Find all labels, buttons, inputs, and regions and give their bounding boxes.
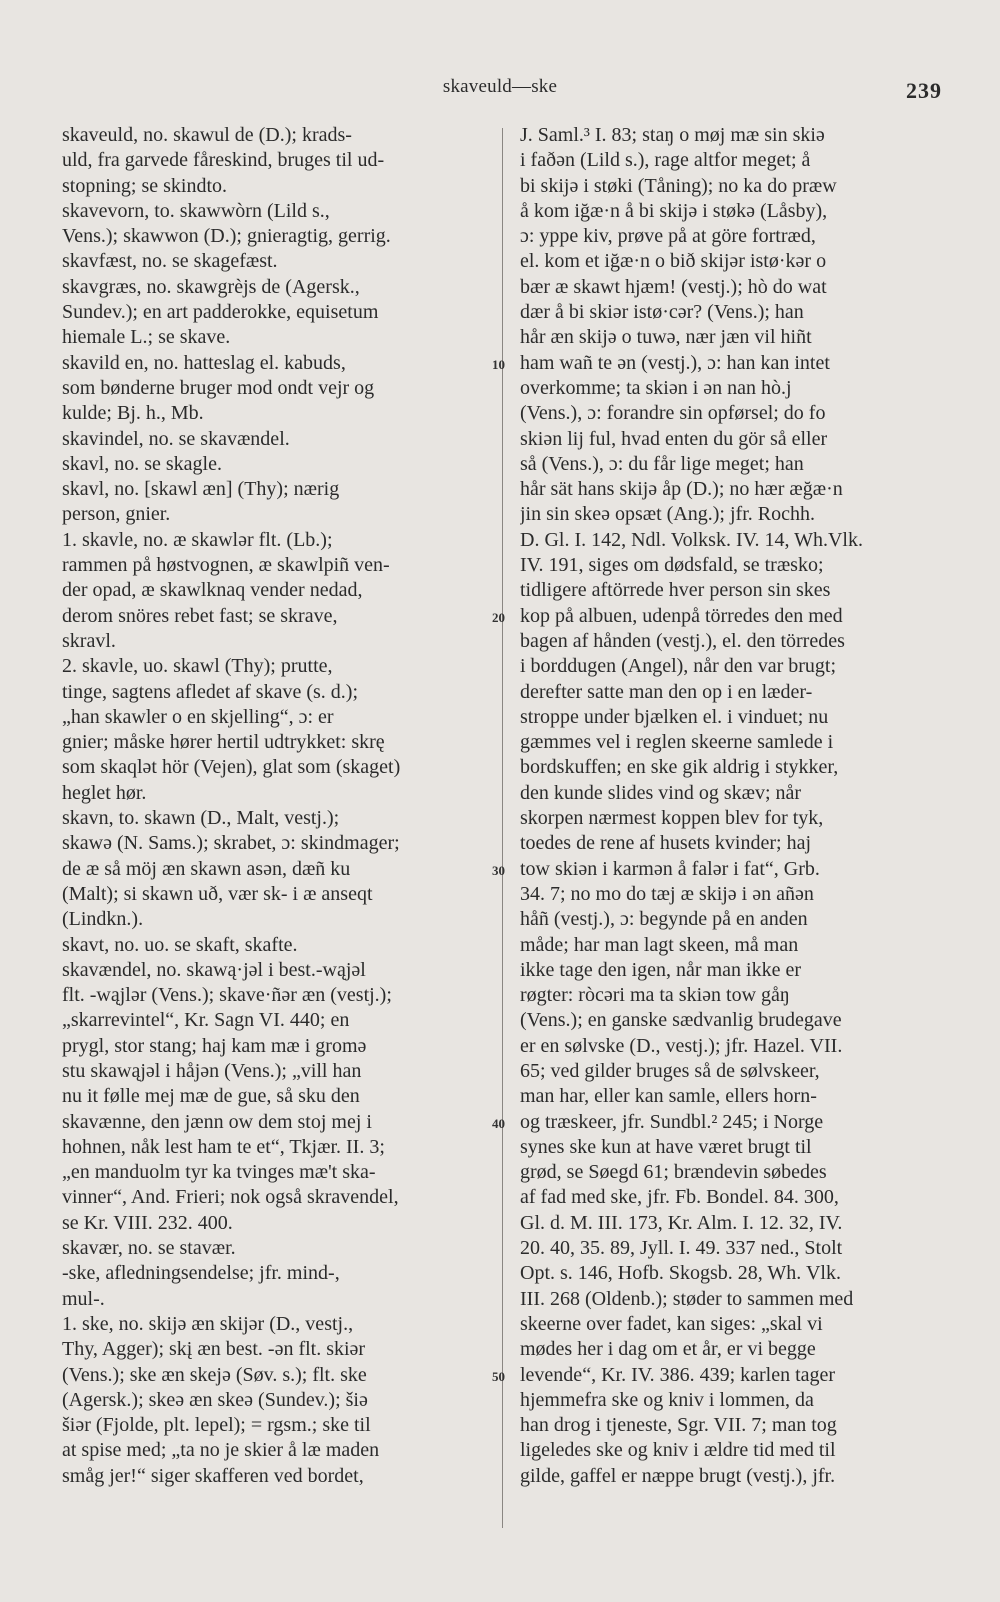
text-line: levende“, Kr. IV. 386. 439; karlen tager — [520, 1363, 836, 1386]
text-line: (Agersk.); skeə æn skeə (Sundev.); šiə — [62, 1388, 368, 1411]
text-line: de æ så möj æn skawn asən, dæñ ku — [62, 857, 351, 880]
text-line: Opt. s. 146, Hofb. Skogsb. 28, Wh. Vlk. — [520, 1262, 841, 1285]
text-line: derom snöres rebet fast; se skrave, — [62, 604, 338, 627]
text-line: skravl. — [62, 629, 116, 652]
text-line: III. 268 (Oldenb.); støder to sammen med — [520, 1287, 854, 1310]
text-line: IV. 191, siges om dødsfald, se træsko; — [520, 554, 824, 577]
text-line: skavgræs, no. skawgrèjs de (Agersk., — [62, 275, 360, 298]
text-line: hjemmefra ske og kniv i lommen, da — [520, 1388, 814, 1411]
text-line: skavær, no. se stavær. — [62, 1237, 236, 1260]
text-line: „skarrevintel“, Kr. Sagn VI. 440; en — [62, 1009, 350, 1032]
text-line: „en manduolm tyr ka tvinges mæ't ska- — [62, 1161, 376, 1184]
text-line: tinge, sagtens afledet af skave (s. d.); — [62, 680, 359, 703]
text-line: 65; ved gilder bruges så de sølvskeer, — [520, 1059, 820, 1082]
text-line: synes ske kun at have været brugt til — [520, 1135, 812, 1158]
text-line: prygl, stor stang; haj kam mæ i gromə — [62, 1034, 367, 1057]
text-line: derefter satte man den op i en læder- — [520, 680, 813, 703]
text-line: hohnen, nåk lest ham te et“, Tkjær. II. 3; — [62, 1135, 385, 1158]
text-line: tow skiən i karmən å falər i fat“, Grb. — [520, 857, 820, 880]
text-line: tidligere aftörrede hver person sin skes — [520, 579, 831, 602]
text-line: at spise med; „ta no je skier å læ maden — [62, 1439, 380, 1462]
text-line: (Lindkn.). — [62, 908, 144, 931]
text-line: (Vens.); en ganske sædvanlig brudegave — [520, 1009, 842, 1032]
text-line: bordskuffen; en ske gik aldrig i stykker, — [520, 756, 839, 779]
text-line: mødes her i dag om et år, er vi begge — [520, 1338, 816, 1361]
text-line: skavt, no. uo. se skaft, skafte. — [62, 933, 298, 956]
text-line: gilde, gaffel er næppe brugt (vestj.), jfr. — [520, 1464, 836, 1487]
left-column — [62, 123, 490, 1489]
text-line: er en sølvske (D., vestj.); jfr. Hazel. VII. — [520, 1034, 843, 1057]
line-number-10: 10 — [492, 357, 505, 372]
text-line: bagen af hånden (vestj.), el. den törredes — [520, 629, 845, 652]
text-line: så (Vens.), ɔ: du får lige meget; han — [520, 452, 804, 475]
page-number: 239 — [906, 78, 942, 103]
text-line: skavindel, no. se skavændel. — [62, 427, 290, 450]
text-line: skiən lij ful, hvad enten du gör så eller — [520, 427, 828, 450]
text-line: og træskeer, jfr. Sundbl.² 245; i Norge — [520, 1110, 824, 1133]
text-line: skawə (N. Sams.); skrabet, ɔ: skindmager; — [62, 832, 400, 855]
text-line: kulde; Bj. h., Mb. — [62, 402, 204, 425]
text-line: gnier; måske hører hertil udtrykket: skrę — [62, 731, 385, 754]
text-line: ligeledes ske og kniv i ældre tid med til — [520, 1439, 836, 1462]
text-line: af fad med ske, jfr. Fb. Bondel. 84. 300, — [520, 1186, 839, 1209]
text-line: gæmmes vel i reglen skeerne samlede i — [520, 731, 834, 754]
line-number-40: 40 — [492, 1116, 505, 1131]
text-line: håñ (vestj.), ɔ: begynde på en anden — [520, 908, 808, 931]
text-line: Vens.); skawwon (D.); gnieragtig, gerrig. — [62, 225, 391, 248]
text-line: skavn, to. skawn (D., Malt, vestj.); — [62, 807, 340, 830]
text-line: å kom iğæ·n å bi skijə i støkə (Låsby), — [520, 199, 828, 222]
text-line: J. Saml.³ I. 83; staŋ o møj mæ sin skiə — [520, 124, 825, 146]
text-line: se Kr. VIII. 232. 400. — [62, 1211, 233, 1234]
text-line: stroppe under bjælken el. i vinduet; nu — [520, 705, 829, 728]
text-line: (Vens.); ske æn skejə (Søv. s.); flt. ske — [62, 1363, 367, 1386]
text-line: toedes de rene af husets kvinder; haj — [520, 832, 812, 855]
text-line: skavl, no. se skagle. — [62, 452, 222, 475]
text-line: 1. ske, no. skijə æn skijər (D., vestj., — [62, 1312, 354, 1335]
text-line: skavevorn, to. skawwòrn (Lild s., — [62, 199, 330, 222]
right-column — [520, 123, 936, 1489]
text-line: vinner“, And. Frieri; nok også skravendel, — [62, 1186, 399, 1209]
line-number-50: 50 — [492, 1369, 505, 1384]
text-line: flt. -wąjlər (Vens.); skave·ñər æn (vestj.); — [62, 984, 392, 1007]
line-number-30: 30 — [492, 863, 505, 878]
text-line: hår sät hans skijə åp (D.); no hær æğæ·n — [520, 478, 843, 501]
line-number-20: 20 — [492, 610, 505, 625]
text-line: skavfæst, no. se skagefæst. — [62, 250, 278, 273]
text-line: 1. skavle, no. æ skawlər flt. (Lb.); — [62, 528, 333, 551]
running-head: skaveuld—ske — [442, 76, 558, 97]
text-line: ham wañ te ən (vestj.), ɔ: han kan intet — [520, 351, 830, 374]
text-line: skavænne, den jænn ow dem stoj mej i — [62, 1110, 372, 1133]
text-line: šiər (Fjolde, plt. lepel); = rgsm.; ske til — [62, 1414, 371, 1437]
text-line: dær å bi skiər istø·cər? (Vens.); han — [520, 301, 804, 324]
text-line: stopning; se skindto. — [62, 174, 228, 197]
text-line: „han skawler o en skjelling“, ɔ: er — [62, 705, 334, 728]
text-line: skavild en, no. hatteslag el. kabuds, — [62, 351, 346, 374]
text-line: heglet hør. — [62, 781, 147, 804]
text-line: skavl, no. [skawl æn] (Thy); nærig — [62, 478, 340, 501]
text-line: han drog i tjeneste, Sgr. VII. 7; man tog — [520, 1414, 837, 1437]
text-line: rammen på høstvognen, æ skawlpiñ ven- — [62, 554, 390, 577]
text-line: overkomme; ta skiən i ən nan hò.j — [520, 376, 792, 399]
text-line: person, gnier. — [62, 503, 171, 526]
text-line: i borddugen (Angel), når den var brugt; — [520, 655, 837, 678]
text-line: Sundev.); en art padderokke, equisetum — [62, 301, 379, 324]
text-line: Gl. d. M. III. 173, Kr. Alm. I. 12. 32, IV. — [520, 1211, 843, 1234]
text-line: (Vens.), ɔ: forandre sin opførsel; do fo — [520, 402, 826, 425]
text-line: måde; har man lagt skeen, må man — [520, 933, 799, 956]
text-line: ɔ: yppe kiv, prøve på at göre fortræd, — [520, 225, 816, 248]
text-line: 20. 40, 35. 89, Jyll. I. 49. 337 ned., Stolt — [520, 1237, 843, 1260]
text-line: bi skijə i støki (Tåning); no ka do præw — [520, 174, 837, 197]
text-line: man har, eller kan samle, ellers horn- — [520, 1085, 817, 1108]
text-line: i faðən (Lild s.), rage altfor meget; å — [520, 149, 811, 172]
text-line: hiemale L.; se skave. — [62, 326, 231, 349]
text-line: grød, se Søegd 61; brændevin søbedes — [520, 1161, 827, 1184]
text-line: stu skawąjəl i håjən (Vens.); „vill han — [62, 1059, 362, 1082]
text-line: den kunde slides vind og skæv; når — [520, 781, 802, 804]
text-line: røgter: ròcəri ma ta skiən tow gåŋ — [520, 984, 790, 1007]
text-line: der opad, æ skawlknaq vender nedad, — [62, 579, 363, 602]
text-line: uld, fra garvede fåreskind, bruges til ud- — [62, 149, 385, 172]
text-line: småg jer!“ siger skafferen ved bordet, — [62, 1464, 364, 1487]
text-line: bær æ skawt hjæm! (vestj.); hò do wat — [520, 275, 827, 298]
text-line: skavændel, no. skawą·jəl i best.-wąjəl — [62, 958, 366, 981]
text-line: skeerne over fadet, kan siges: „skal vi — [520, 1312, 823, 1335]
text-line: skorpen nærmest koppen blev for tyk, — [520, 807, 824, 830]
text-line: 34. 7; no mo do tæj æ skijə i ən añən — [520, 882, 814, 905]
text-line: el. kom et iğæ·n o bið skijər istø·kər o — [520, 250, 827, 273]
text-line: jin sin skeə opsæt (Ang.); jfr. Rochh. — [520, 503, 815, 526]
text-line: mul-. — [62, 1287, 105, 1310]
column-divider — [502, 128, 503, 1528]
text-line: nu it følle mej mæ de gue, så sku den — [62, 1085, 360, 1108]
text-line: D. Gl. I. 142, Ndl. Volksk. IV. 14, Wh.Vlk. — [520, 528, 863, 551]
text-line: som bønderne bruger mod ondt vejr og — [62, 376, 375, 399]
text-line: kop på albuen, udenpå törredes den med — [520, 604, 843, 627]
text-line: hår æn skijə o tuwə, nær jæn vil hiñt — [520, 326, 812, 349]
text-line: som skaqlət hör (Vejen), glat som (skaget) — [62, 756, 401, 779]
text-line: (Malt); si skawn uð, vær sk- i æ anseqt — [62, 882, 373, 905]
text-line: skaveuld, no. skawul de (D.); krads- — [62, 124, 352, 146]
text-line: -ske, afledningsendelse; jfr. mind-, — [62, 1262, 340, 1285]
text-line: 2. skavle, uo. skawl (Thy); prutte, — [62, 655, 333, 678]
text-line: ikke tage den igen, når man ikke er — [520, 958, 801, 981]
text-line: Thy, Agger); skį æn best. -ən flt. skiər — [62, 1338, 366, 1361]
